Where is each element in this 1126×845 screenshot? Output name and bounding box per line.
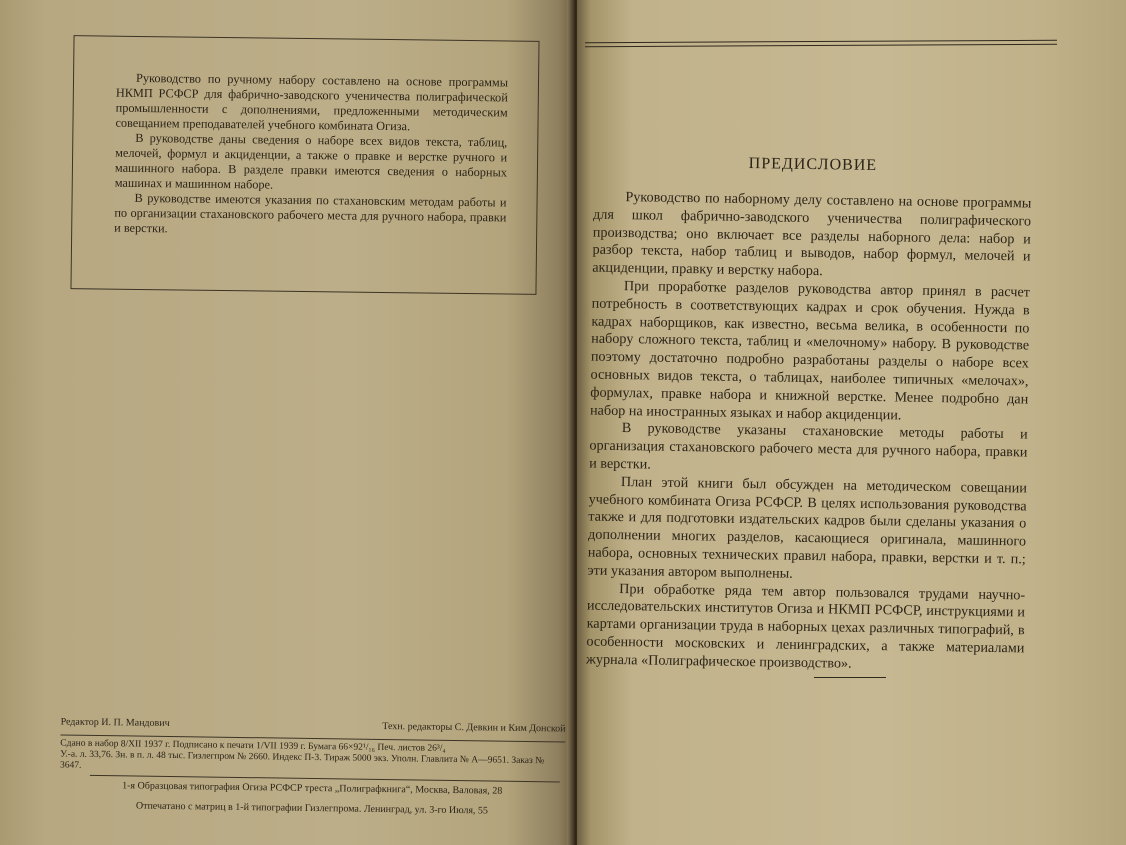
editor-row	[61, 716, 566, 735]
preface-paragraph-5: При обработке ряда тем автор пользовался трудами научно-исследовательских институтов Огиза и НКМП РСФСР, инструкциями и картами организации труда в наборных цехах различных типографий, в особенности московских и ленинградских, а также материалами журнала «Полиграфическое производство».	[585, 580, 1026, 672]
production-line-2: У.-а. л. 33,76. Зн. в п. л. 48 тыс. Гизлегпром № 2660. Индекс П-3. Тираж 5000 экз. Уполн. Главлита № А—9651. Заказ № 3647.	[59, 749, 545, 771]
tech-editors-credit: Техн. редакторы С. Девкин и Ким Донской	[382, 720, 566, 735]
printer-line-2: Отпечатано с матриц в 1-й типографии Гизлегпрома. Ленинград, ул. 3-го Июля, 55	[135, 800, 489, 817]
imprint-block	[59, 716, 565, 818]
abstract-paragraph-2: В руководстве даны сведения о наборе всех видов текста, таблиц, мелочей, формул и акциденции, а также о правке и верстке ручного и машинного набора. В разделе правки имеются сведения о наборных машинах и машинном наборе.	[114, 130, 508, 192]
abstract-box	[70, 35, 539, 295]
abstract-paragraph-1: Руководство по ручному набору составлено на основе программы НКМП РСФСР для фабрично-заводского ученичества полиграфической промышленности с дополнениями, предложенными методическим совещанием преподавателей учебного комбината Огиза.	[115, 70, 509, 134]
editor-credit: Редактор И. П. Мандович	[60, 716, 170, 730]
printer-line-1: 1-я Образцовая типография Огиза РСФСР треста „Полиграфкнига“, Москва, Валовая, 28	[122, 780, 503, 797]
preface-heading: ПРЕДИСЛОВИЕ	[748, 155, 878, 175]
preface-section	[586, 153, 1032, 676]
abstract-paragraph-3: В руководстве имеются указания по стахановским методам работы и по организации стахановского рабочего места для ручного набора, правки и верстки.	[114, 190, 507, 236]
end-rule	[814, 677, 886, 678]
preface-paragraph-3: В руководстве указаны стахановские методы работы и организация стахановского рабочего места для ручного набора, правки и верстки.	[589, 420, 1028, 473]
preface-paragraph-2: При проработке разделов руководства автор принял в расчет потребность в соответствующих кадрах и срок обучения. Нужда в кадрах наборщиков, как известно, весьма велика, в особенности по набору сложного текста, таблиц и «мелочному» набору. В руководстве поэтому достаточно подробно разработаны разделы о наборе всех основных видов текста, о таблицах, наиболее типичных «мелочах», формулах, правке набора и книжной верстке. Менее подробно дан набор на иностранных языках и набор акциденции.	[589, 278, 1031, 424]
production-line-1: Сдано в набор 8/XII 1937 г. Подписано к печати 1/VII 1939 г. Бумага 66×92¹/₁₆ Печ. листов 26³/₄	[60, 738, 446, 754]
preface-paragraph-1: Руководство по наборному делу составлено на основе программы для школ фабрично-заводского ученичества полиграфического производства; оно включает все разделы наборного дела: набор и разбор текста, набор таблиц и выводов, набор формул, мелочей и акциденции, правку и верстку набора.	[592, 189, 1032, 280]
preface-paragraph-4: План этой книги был обсужден на методическом совещании учебного комбината Огиза РСФСР. В целях использования руководства также и для подготовки издательских кадров были сделаны указания о дополнении многих разделов, касающиеся оригинала, машинного набора, основных технических правил набора, правки, верстки и т. п.; эти указания автором выполнены.	[587, 473, 1027, 582]
